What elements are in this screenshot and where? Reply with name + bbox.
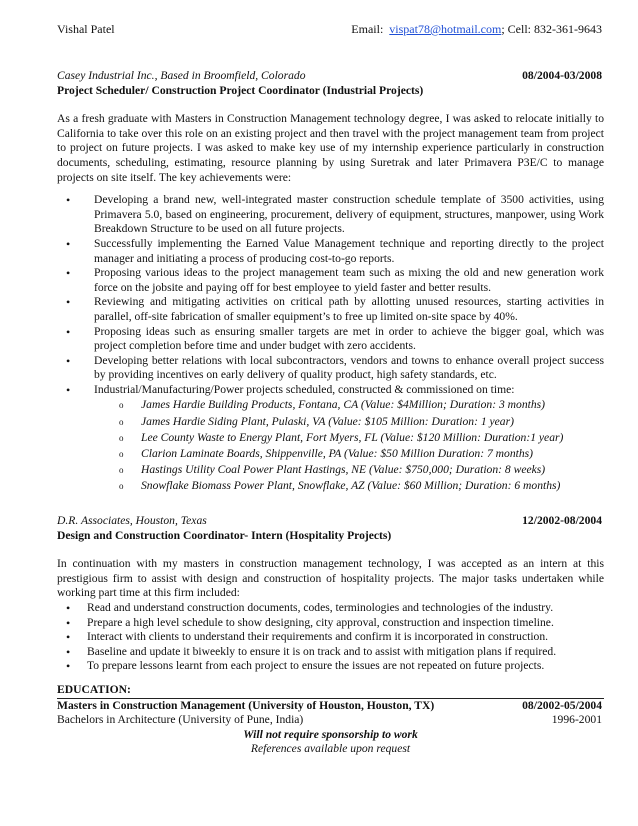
project-item: o Hastings Utility Coal Power Plant Hastings, NE (Value: $750,000; Duration: 8 weeks): [119, 462, 604, 478]
email-label: Email:: [351, 22, 384, 36]
job2-company: D.R. Associates, Houston, Texas: [57, 514, 207, 527]
degree1: Masters in Construction Management (University of Houston, Houston, TX): [57, 698, 435, 712]
experience-casey: [57, 69, 604, 495]
contact-header: [57, 22, 604, 37]
contact-info: [351, 22, 602, 37]
list-item: • Proposing ideas such as ensuring smaller targets are met in order to achieve the bigger goal, which was project completion before time and under budget with zero accidents.: [57, 325, 604, 354]
job2-dates: 12/2002-08/2004: [522, 514, 602, 527]
references-note: References available upon request: [250, 742, 411, 756]
education-section: [57, 683, 604, 757]
degree2-dates: 1996-2001: [551, 713, 602, 727]
candidate-name: Vishal Patel: [57, 22, 115, 36]
education-heading: EDUCATION:: [57, 683, 604, 699]
degree2: Bachelors in Architecture (University of Pune, India): [57, 713, 304, 727]
list-item: • Successfully implementing the Earned Value Management technique and reporting directly to the project manager and initiating a process of producing cost-to-go reports.: [57, 237, 604, 266]
email-link[interactable]: vispat78@hotmail.com: [389, 22, 502, 36]
job2-title: Design and Construction Coordinator- Intern (Hospitality Projects): [57, 528, 392, 542]
job2-intro: In continuation with my masters in construction management technology, I was accepted as an intern at this prestigious firm to assist with design and construction of hospitality projects. The major tasks undertaken while working part time at this firm included:: [57, 557, 604, 600]
list-item: • Prepare a high level schedule to show designing, city approval, construction and inspection timeline.: [57, 616, 604, 631]
job1-company-row: [57, 69, 604, 84]
list-item: • To prepare lessons learnt from each project to ensure the issues are not repeated on future projects.: [57, 659, 604, 674]
project-item: o Lee County Waste to Energy Plant, Fort Myers, FL (Value: $120 Million: Duration:1 year): [119, 430, 604, 446]
job1-dates: 08/2004-03/2008: [522, 69, 602, 82]
job2-company-row: [57, 514, 604, 529]
list-item: • Read and understand construction documents, codes, terminologies and technologies of the industry.: [57, 601, 604, 616]
project-item: o Clarion Laminate Boards, Shippenville, PA (Value: $50 Million Duration: 7 months): [119, 446, 604, 462]
list-item: • Industrial/Manufacturing/Power projects scheduled, constructed & commissioned on time:: [57, 383, 604, 398]
sponsorship-note: Will not require sponsorship to work: [243, 727, 418, 741]
job1-achievements: [57, 193, 604, 397]
list-item: • Interact with clients to understand their requirements and confirm it is incorporated in construction.: [57, 630, 604, 645]
degree2-row: [57, 713, 604, 728]
experience-dr-associates: [57, 514, 604, 674]
job1-projects: [119, 397, 604, 494]
degree1-row: [57, 699, 604, 714]
job2-tasks: [57, 601, 604, 674]
project-item: o James Hardie Siding Plant, Pulaski, VA (Value: $105 Million: Duration: 1 year): [119, 414, 604, 430]
list-item: • Reviewing and mitigating activities on critical path by allotting unused resources, starting activities in parallel, off-site fabrication of smaller equipment’s to free up limited on-site space by 40%.: [57, 295, 604, 324]
job1-intro: As a fresh graduate with Masters in Construction Management technology degree, I was asked to relocate initially to California to take over this role on an existing project and then travel with the project management team from project to project on future projects. I was asked to make key use of my internship experience particularly in construction documents, scheduling, estimating, resource planning by using Suretrak and later Primavera P3E/C to manage projects on site itself. The key achievements were:: [57, 112, 604, 184]
project-item: o James Hardie Building Products, Fontana, CA (Value: $4Million; Duration: 3 months): [119, 397, 604, 413]
list-item: • Proposing various ideas to the project management team such as mixing the old and new generation work force on the jobsite and paying off for best employee to yield faster and better results.: [57, 266, 604, 295]
cell-phone: ; Cell: 832-361-9643: [501, 22, 602, 36]
list-item: • Developing better relations with local subcontractors, vendors and towns to enhance overall project success by providing incentives on early delivery of quality product, high safety standards, etc.: [57, 354, 604, 383]
degree1-dates: 08/2002-05/2004: [522, 698, 602, 712]
job1-title: Project Scheduler/ Construction Project Coordinator (Industrial Projects): [57, 83, 424, 97]
list-item: • Developing a brand new, well-integrated master construction schedule template of 3500 activities, using Primavera 5.0, based on engineering, procurement, delivery of equipment, structures, manpower, using Work Breakdown Structure to be used on all future projects.: [57, 193, 604, 237]
project-item: o Snowflake Biomass Power Plant, Snowflake, AZ (Value: $60 Million; Duration: 6 months): [119, 478, 604, 494]
job1-company: Casey Industrial Inc., Based in Broomfield, Colorado: [57, 69, 306, 82]
list-item: • Baseline and update it biweekly to ensure it is on track and to assist with mitigation plans if required.: [57, 645, 604, 660]
